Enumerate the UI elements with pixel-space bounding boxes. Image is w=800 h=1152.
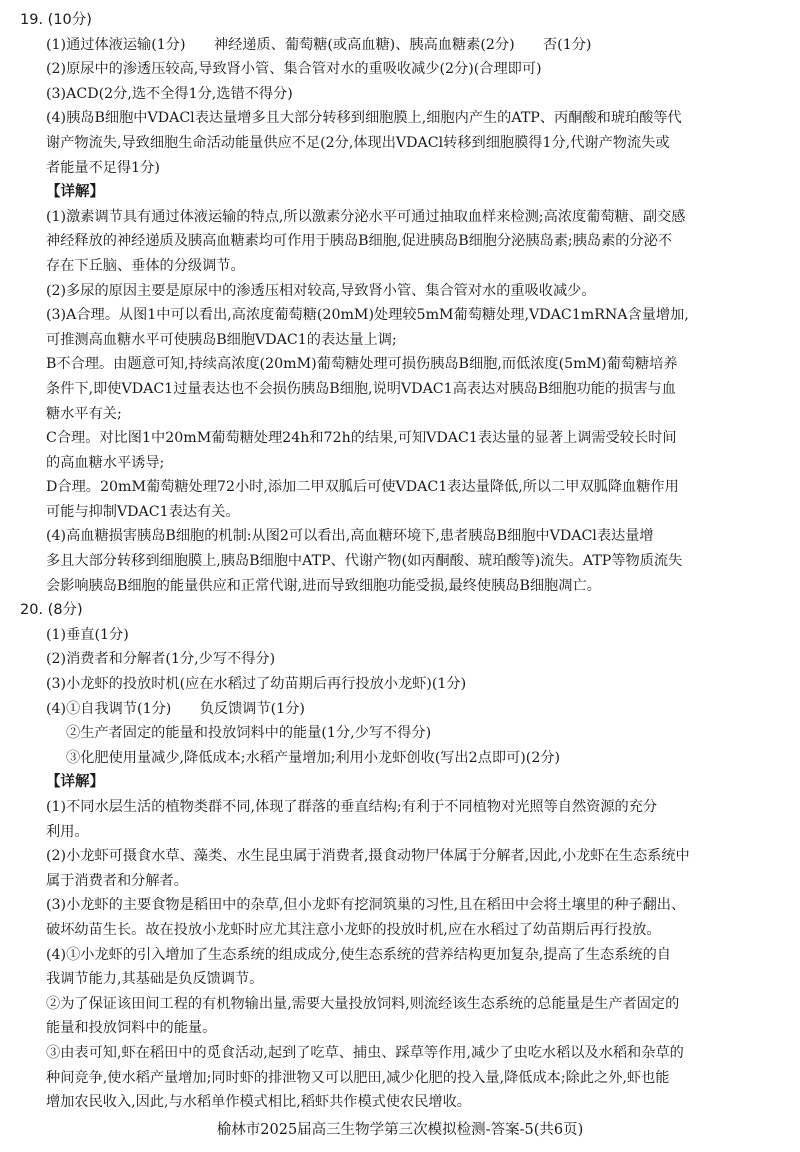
detail-line: 能量和投放饲料中的能量。	[46, 1020, 217, 1037]
answer-line: (1)通过体液运输(1分) 神经递质、葡萄糖(或高血糖)、胰高血糖素(2分) 否(1分)	[46, 36, 592, 53]
answer-line: (3)ACD(2分,选不全得1分,选错不得分)	[46, 85, 293, 102]
detail-heading: 【详解】	[46, 184, 104, 201]
answer-line: (4)①自我调节(1分) 负反馈调节(1分)	[46, 700, 305, 717]
detail-line: 神经释放的神经递质及胰高血糖素均可作用于胰岛B细胞,促进胰岛B细胞分泌胰岛素;胰岛素的分泌不	[46, 233, 673, 250]
question-20	[20, 598, 780, 1114]
question-number: 19. (10分)	[20, 12, 92, 28]
detail-line: 存在下丘脑、垂体的分级调节。	[46, 257, 245, 274]
detail-line: ③由表可知,虾在稻田中的觅食活动,起到了吃草、捕虫、踩草等作用,减少了虫吃水稻以及水稻和杂草的	[46, 1044, 684, 1061]
detail-line: (3)A合理。从图1中可以看出,高浓度葡萄糖(20mM)处理较5mM葡萄糖处理,VDAC1mRNA含量增加,	[46, 307, 689, 324]
detail-line: D合理。20mM葡萄糖处理72小时,添加二甲双胍后可使VDAC1表达量降低,所以二甲双胍降血糖作用	[46, 479, 679, 496]
detail-line: 我调节能力,其基础是负反馈调节。	[46, 971, 264, 988]
detail-line: 种间竞争,使水稻产量增加;同时虾的排泄物又可以肥田,减少化肥的投入量,降低成本;除此之外,虾也能	[46, 1069, 670, 1086]
detail-line: 破坏幼苗生长。故在投放小龙虾时应尤其注意小龙虾的投放时机,应在水稻过了幼苗期后再行投放。	[46, 921, 661, 938]
detail-heading: 【详解】	[46, 774, 104, 791]
answer-line: (4)胰岛B细胞中VDACl表达量增多且大部分转移到细胞膜上,细胞内产生的ATP、丙酮酸和琥珀酸等代	[46, 110, 682, 127]
detail-line: 利用。	[46, 823, 89, 840]
question-19	[20, 8, 780, 598]
detail-line: 糖水平有关;	[46, 405, 122, 422]
detail-line: 的高血糖水平诱导;	[46, 454, 165, 471]
detail-line: 可能与抑制VDAC1表达有关。	[46, 503, 240, 520]
detail-line: (2)多尿的原因主要是原尿中的渗透压相对较高,导致肾小管、集合管对水的重吸收减少。	[46, 282, 596, 299]
detail-line: (1)激素调节具有通过体液运输的特点,所以激素分泌水平可通过抽取血样来检测;高浓度葡萄糖、副交感	[46, 208, 686, 225]
answer-line: 者能量不足得1分)	[46, 159, 160, 176]
detail-line: B不合理。由题意可知,持续高浓度(20mM)葡萄糖处理可损伤胰岛B细胞,而低浓度(5mM)葡萄糖培养	[46, 356, 678, 373]
detail-line: (2)小龙虾可摄食水草、藻类、水生昆虫属于消费者,摄食动物尸体属于分解者,因此,小龙虾在生态系统中	[46, 848, 690, 865]
answer-line: (3)小龙虾的投放时机(应在水稻过了幼苗期后再行投放小龙虾)(1分)	[46, 676, 467, 693]
detail-line: C合理。对比图1中20mM葡萄糖处理24h和72h的结果,可知VDAC1表达量的显著上调需受较长时间	[46, 430, 677, 447]
detail-line: 可推测高血糖水平可使胰岛B细胞VDAC1的表达量上调;	[46, 331, 397, 348]
detail-line: 条件下,即使VDAC1过量表达也不会损伤胰岛B细胞,说明VDAC1高表达对胰岛B细胞功能的损害与血	[46, 380, 676, 397]
question-number: 20. (8分)	[20, 602, 83, 619]
answer-line: (1)垂直(1分)	[46, 626, 129, 643]
answer-line: 谢产物流失,导致细胞生命活动能量供应不足(2分,体现出VDACl转移到细胞膜得1分,代谢产物流失或	[46, 134, 670, 151]
detail-line: 属于消费者和分解者。	[46, 872, 188, 889]
answer-line: ③化肥使用量减少,降低成本;水稻产量增加;利用小龙虾创收(写出2点即可)(2分)	[66, 749, 561, 766]
page-footer: 榆林市2025届高三生物学第三次模拟检测-答案-5(共6页)	[216, 1122, 584, 1138]
detail-line: (4)高血糖损害胰岛B细胞的机制:从图2可以看出,高血糖环境下,患者胰岛B细胞中VDACl表达量增	[46, 528, 654, 545]
detail-line: (1)不同水层生活的植物类群不同,体现了群落的垂直结构;有利于不同植物对光照等自然资源的充分	[46, 799, 658, 815]
answer-line: (2)消费者和分解者(1分,少写不得分)	[46, 651, 276, 668]
detail-line: (4)①小龙虾的引入增加了生态系统的组成成分,使生态系统的营养结构更加复杂,提高了生态系统的自	[46, 946, 671, 963]
answer-line: ②生产者固定的能量和投放饲料中的能量(1分,少写不得分)	[66, 725, 432, 742]
detail-line: 多且大部分转移到细胞膜上,胰岛B细胞中ATP、代谢产物(如丙酮酸、琥珀酸等)流失。ATP等物质流失	[46, 553, 683, 570]
answer-line: (2)原尿中的渗透压较高,导致肾小管、集合管对水的重吸收减少(2分)(合理即可)	[46, 61, 542, 78]
detail-line: ②为了保证该田间工程的有机物输出量,需要大量投放饲料,则流经该生态系统的总能量是生产者固定的	[46, 995, 680, 1012]
detail-line: (3)小龙虾的主要食物是稻田中的杂草,但小龙虾有挖洞筑巢的习性,且在稻田中会将土壤里的种子翻出、	[46, 897, 686, 914]
detail-line: 增加农民收入,因此,与水稻单作模式相比,稻虾共作模式使农民增收。	[46, 1094, 471, 1111]
detail-line: 会影响胰岛B细胞的能量供应和正常代谢,进而导致细胞功能受损,最终使胰岛B细胞凋亡。	[46, 577, 601, 594]
